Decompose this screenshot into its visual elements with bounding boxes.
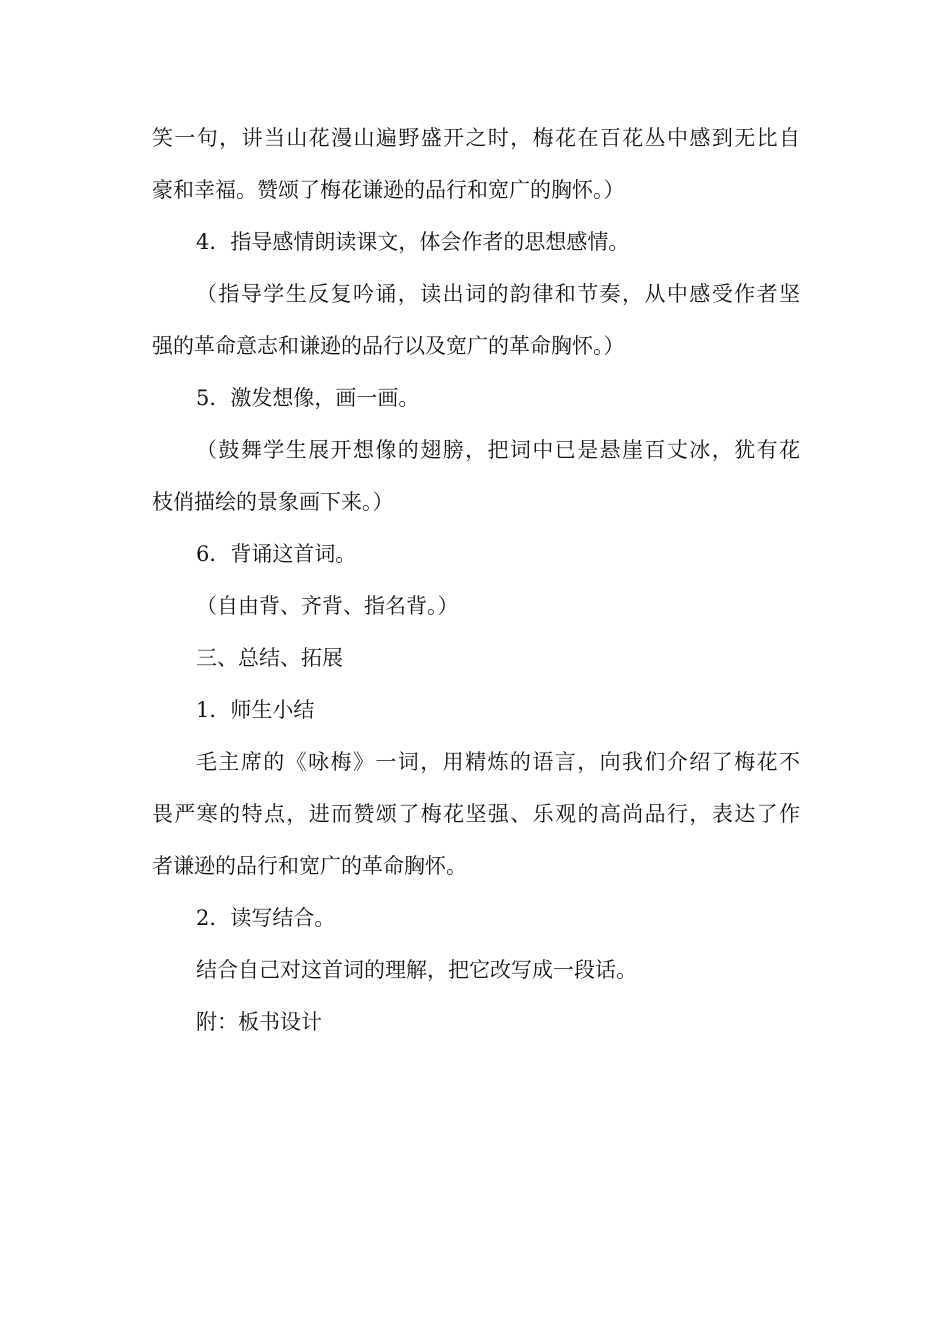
text-line: （指导学生反复吟诵，读出词的韵律和节奏，从中感受作者坚 [196,282,800,306]
text-line: 枝俏描绘的景象画下来。） [152,490,394,514]
text-line: 笑一句，讲当山花漫山遍野盛开之时，梅花在百花丛中感到无比自 [152,126,800,150]
list-item-heading: 6．背诵这首词。 [196,542,357,566]
text-line: （自由背、齐背、指名背。） [196,594,459,618]
text-line: 毛主席的《咏梅》一词，用精炼的语言，向我们介绍了梅花不 [196,750,800,774]
text-line: （鼓舞学生展开想像的翅膀，把词中已是悬崖百丈冰，犹有花 [196,438,800,462]
document-body [152,112,800,1048]
text-line: 豪和幸福。赞颂了梅花谦逊的品行和宽广的胸怀。） [152,178,625,202]
text-line: 畏严寒的特点，进而赞颂了梅花坚强、乐观的高尚品行，表达了作 [152,802,800,826]
text-line: 结合自己对这首词的理解，把它改写成一段话。 [196,958,637,982]
list-item-heading: 4．指导感情朗读课文，体会作者的思想感情。 [196,230,630,254]
text-line: 者谦逊的品行和宽广的革命胸怀。 [152,854,467,878]
text-line: 强的革命意志和谦逊的品行以及宽广的革命胸怀。） [152,334,625,358]
list-item-heading: 2．读写结合。 [196,906,336,930]
section-heading: 三、总结、拓展 [196,646,343,670]
list-item-heading: 1．师生小结 [196,698,315,722]
list-item-heading: 5．激发想像，画一画。 [196,386,420,410]
text-line: 附：板书设计 [196,1010,322,1034]
